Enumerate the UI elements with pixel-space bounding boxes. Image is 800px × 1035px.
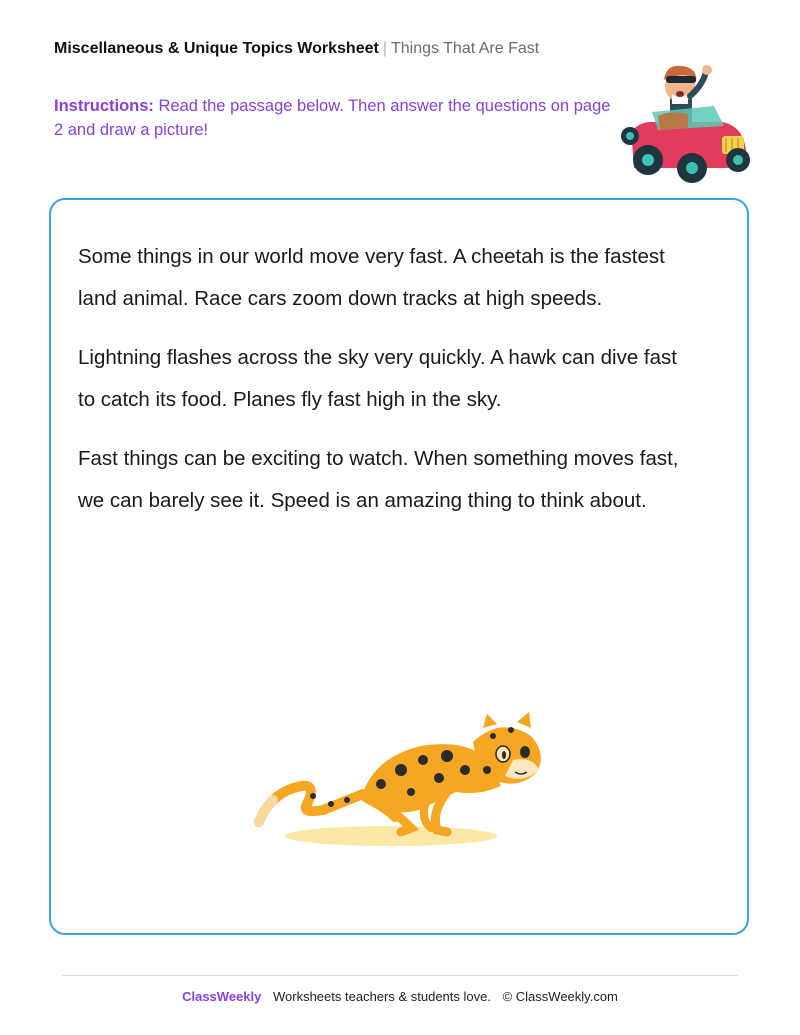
running-cheetah-illustration: [251, 700, 551, 855]
passage-box: [49, 198, 749, 935]
passage-paragraph-3: Fast things can be exciting to watch. When something moves fast, we can barely see it. Speed is an amazing thing to think about.: [78, 447, 679, 512]
footer-divider: [62, 975, 738, 976]
passage-paragraph-1: Some things in our world move very fast. A cheetah is the fastest land animal. Race cars zoom down tracks at high speeds.: [78, 245, 665, 310]
worksheet-header: [54, 38, 539, 60]
worksheet-subtitle: Things That Are Fast: [390, 40, 540, 57]
footer: [0, 989, 800, 1004]
footer-copyright: © ClassWeekly.com: [502, 989, 618, 1004]
footer-tagline: Worksheets teachers & students love.: [272, 989, 491, 1004]
instructions-text: Read the passage below. Then answer the questions on page 2 and draw a picture!: [54, 97, 611, 139]
man-driving-car-illustration: [618, 56, 758, 188]
footer-brand: ClassWeekly: [182, 989, 262, 1004]
worksheet-title: Miscellaneous & Unique Topics Worksheet: [54, 40, 379, 57]
instructions-label: Instructions:: [54, 97, 154, 115]
title-separator: |: [382, 40, 387, 57]
passage-paragraph-2: Lightning flashes across the sky very quickly. A hawk can dive fast to catch its food. Planes fly fast high in the sky.: [78, 346, 677, 411]
reading-passage: [78, 236, 698, 539]
instructions: [54, 94, 614, 142]
